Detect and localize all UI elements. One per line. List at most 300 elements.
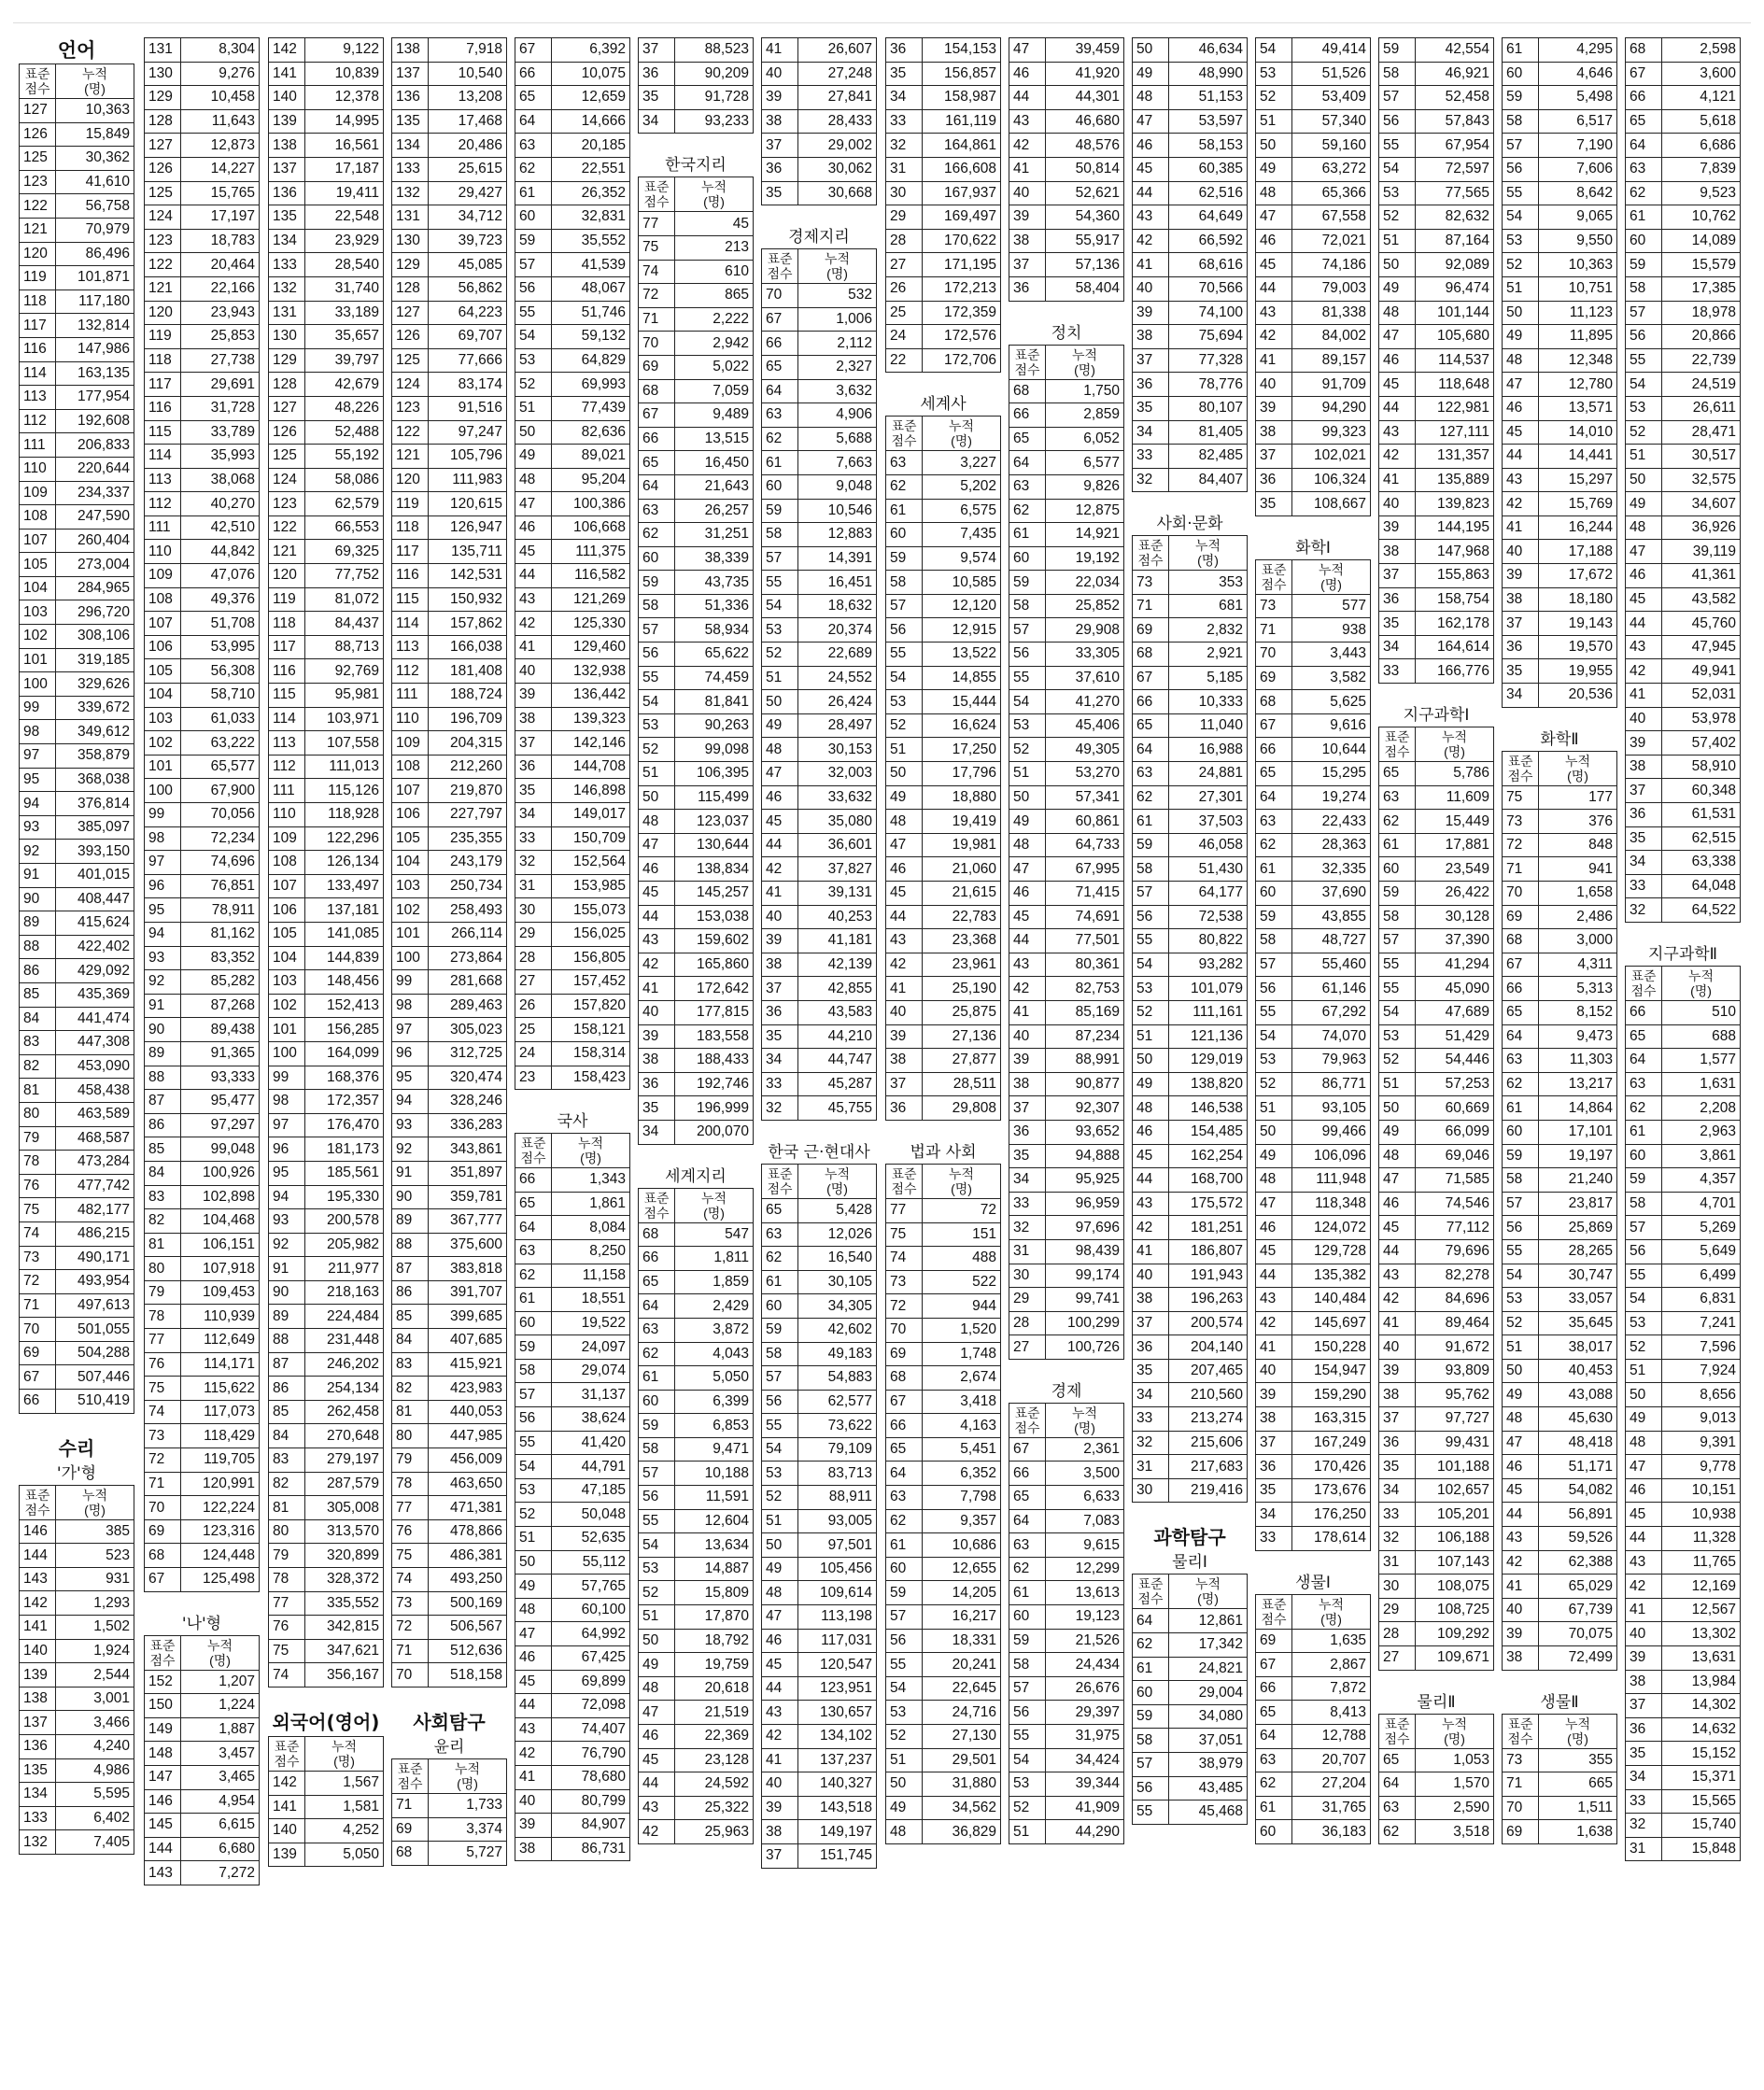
table-row <box>515 635 630 659</box>
standard-score: 108 <box>145 587 181 612</box>
standard-score: 63 <box>1379 785 1416 810</box>
header-score: 표준 점수 <box>886 417 923 451</box>
table-row <box>20 1591 134 1616</box>
table-row <box>269 803 384 827</box>
header-cum: 누적 (명) <box>798 1164 877 1198</box>
table-row <box>515 826 630 851</box>
standard-score: 55 <box>762 571 798 595</box>
standard-score: 53 <box>1009 1772 1046 1797</box>
cumulative-count: 493,250 <box>429 1568 507 1592</box>
standard-score: 36 <box>515 755 552 779</box>
table-row <box>515 659 630 684</box>
standard-score: 130 <box>269 325 305 349</box>
standard-score: 52 <box>1133 1000 1169 1024</box>
cumulative-count: 281,668 <box>429 970 507 995</box>
standard-score: 22 <box>886 348 923 373</box>
table-row <box>392 38 507 63</box>
table-row <box>1009 1629 1124 1653</box>
standard-score: 45 <box>1256 1239 1292 1264</box>
cumulative-count: 47,076 <box>181 564 260 588</box>
cumulative-count: 1,750 <box>1046 379 1124 403</box>
cumulative-count: 4,121 <box>1662 86 1741 110</box>
table-row <box>1626 1670 1741 1694</box>
standard-score: 44 <box>1503 1503 1539 1527</box>
cumulative-count: 329,626 <box>56 672 134 697</box>
table-row <box>1009 1676 1124 1701</box>
standard-score: 46 <box>1503 396 1539 420</box>
table-row <box>145 1742 260 1766</box>
standard-score: 124 <box>145 205 181 230</box>
standard-score: 36 <box>1379 1431 1416 1455</box>
table-row <box>1133 977 1248 1001</box>
table-row <box>639 882 754 906</box>
standard-score: 99 <box>269 1066 305 1090</box>
cumulative-count: 99,098 <box>675 738 754 762</box>
cumulative-count: 213,274 <box>1169 1407 1248 1432</box>
header-cum: 누적 (명) <box>1169 536 1248 571</box>
cumulative-count: 447,985 <box>429 1424 507 1448</box>
standard-score: 54 <box>762 594 798 618</box>
table-row <box>1503 1431 1617 1455</box>
score-block <box>144 37 260 1592</box>
standard-score: 44 <box>1009 929 1046 953</box>
table-row <box>515 1264 630 1288</box>
cumulative-count: 224,484 <box>305 1305 384 1329</box>
standard-score: 28 <box>1009 1311 1046 1335</box>
score-table <box>268 37 384 1688</box>
header-score: 표준 점수 <box>762 1164 798 1198</box>
standard-score: 42 <box>639 1820 675 1844</box>
header-score: 표준 점수 <box>392 1758 429 1793</box>
cumulative-count: 71,585 <box>1416 1168 1494 1193</box>
table-row <box>762 523 877 547</box>
standard-score: 128 <box>269 373 305 397</box>
cumulative-count: 10,458 <box>181 86 260 110</box>
cumulative-count: 4,252 <box>305 1819 384 1843</box>
cumulative-count: 3,582 <box>1292 666 1371 690</box>
table-row <box>886 1072 1001 1096</box>
column-2 <box>144 37 260 1906</box>
standard-score: 64 <box>1503 1024 1539 1049</box>
table-row <box>145 1400 260 1424</box>
standard-score: 45 <box>639 1748 675 1772</box>
cumulative-count: 82,636 <box>552 420 630 445</box>
standard-score: 49 <box>1133 62 1169 86</box>
cumulative-count: 15,152 <box>1662 1742 1741 1766</box>
column-11 <box>1255 37 1371 1865</box>
cumulative-count: 106,096 <box>1292 1144 1371 1168</box>
standard-score: 76 <box>269 1616 305 1640</box>
table-row <box>392 1257 507 1281</box>
table-row <box>20 361 134 386</box>
standard-score: 44 <box>1256 1264 1292 1288</box>
standard-score: 98 <box>145 826 181 851</box>
table-row <box>392 994 507 1018</box>
standard-score: 66 <box>1503 977 1539 1001</box>
cumulative-count: 262,458 <box>305 1400 384 1424</box>
cumulative-count: 44,290 <box>1046 1820 1124 1844</box>
cumulative-count: 13,631 <box>1662 1646 1741 1671</box>
cumulative-count: 48,418 <box>1539 1431 1617 1455</box>
table-row <box>1503 1264 1617 1288</box>
score-block <box>1502 728 1617 1671</box>
cumulative-count: 45,090 <box>1416 977 1494 1001</box>
standard-score: 120 <box>20 242 56 266</box>
cumulative-count: 45,287 <box>798 1072 877 1096</box>
table-row <box>20 1365 134 1390</box>
standard-score: 42 <box>762 857 798 882</box>
standard-score: 91 <box>392 1161 429 1185</box>
cumulative-count: 58,153 <box>1169 134 1248 158</box>
table-row <box>1626 1239 1741 1264</box>
table-header-row <box>1256 1594 1371 1629</box>
cumulative-count: 168,700 <box>1169 1168 1248 1193</box>
table-row <box>20 1246 134 1270</box>
cumulative-count: 89,464 <box>1416 1311 1494 1335</box>
table-row <box>1626 1264 1741 1288</box>
column-1 <box>19 37 134 1875</box>
table-header-row <box>20 64 134 99</box>
table-row <box>1133 1072 1248 1096</box>
score-block <box>885 393 1001 1121</box>
standard-score: 75 <box>269 1639 305 1663</box>
score-table <box>1378 1714 1494 1844</box>
standard-score: 69 <box>392 1817 429 1842</box>
table-row <box>1626 1096 1741 1121</box>
cumulative-count: 21,240 <box>1539 1168 1617 1193</box>
table-row <box>886 1049 1001 1073</box>
standard-score: 55 <box>1379 134 1416 158</box>
table-row <box>269 659 384 684</box>
cumulative-count: 132,814 <box>56 314 134 338</box>
standard-score: 118 <box>269 612 305 636</box>
cumulative-count: 19,274 <box>1292 785 1371 810</box>
standard-score: 126 <box>269 420 305 445</box>
table-row <box>1256 618 1371 643</box>
standard-score: 55 <box>1626 1264 1662 1288</box>
cumulative-count: 9,489 <box>675 403 754 428</box>
cumulative-count: 58,910 <box>1662 755 1741 779</box>
table-row <box>1626 1311 1741 1335</box>
table-row <box>269 994 384 1018</box>
standard-score: 81 <box>145 1233 181 1257</box>
header-score: 표준 점수 <box>1379 727 1416 762</box>
table-row <box>1009 666 1124 690</box>
table-row <box>886 1701 1001 1725</box>
standard-score: 89 <box>145 1041 181 1066</box>
table-row <box>762 1024 877 1049</box>
cumulative-count: 143,518 <box>798 1796 877 1820</box>
cumulative-count: 25,963 <box>675 1820 754 1844</box>
score-block <box>268 1708 384 1867</box>
header-cum: 누적 (명) <box>1292 559 1371 594</box>
standard-score: 44 <box>762 1676 798 1701</box>
cumulative-count: 2,222 <box>675 307 754 332</box>
standard-score: 55 <box>1256 1000 1292 1024</box>
cumulative-count: 486,381 <box>429 1544 507 1568</box>
cumulative-count: 18,331 <box>923 1629 1001 1653</box>
cumulative-count: 200,070 <box>675 1120 754 1144</box>
standard-score: 27 <box>1009 1335 1046 1360</box>
table-row <box>20 625 134 649</box>
cumulative-count: 117,073 <box>181 1400 260 1424</box>
standard-score: 67 <box>1626 62 1662 86</box>
cumulative-count: 100,299 <box>1046 1311 1124 1335</box>
cumulative-count: 17,672 <box>1539 564 1617 588</box>
table-row <box>392 1400 507 1424</box>
standard-score: 39 <box>1256 396 1292 420</box>
cumulative-count: 106,668 <box>552 515 630 540</box>
table-row <box>1009 1486 1124 1510</box>
standard-score: 56 <box>1256 977 1292 1001</box>
standard-score: 71 <box>20 1293 56 1318</box>
cumulative-count: 359,781 <box>429 1185 507 1209</box>
standard-score: 116 <box>145 396 181 420</box>
header-cum: 누적 (명) <box>1046 1403 1124 1437</box>
table-row <box>762 882 877 906</box>
cumulative-count: 9,473 <box>1539 1024 1617 1049</box>
standard-score: 66 <box>20 1390 56 1414</box>
header-score: 표준 점수 <box>1009 345 1046 379</box>
cumulative-count: 181,173 <box>305 1137 384 1162</box>
cumulative-count: 6,831 <box>1662 1288 1741 1312</box>
standard-score: 58 <box>1379 905 1416 929</box>
table-row <box>886 1318 1001 1342</box>
cumulative-count: 72,499 <box>1539 1646 1617 1671</box>
standard-score: 94 <box>392 1090 429 1114</box>
cumulative-count: 36,829 <box>923 1820 1001 1844</box>
standard-score: 42 <box>1503 492 1539 516</box>
standard-score: 64 <box>639 474 675 499</box>
standard-score: 110 <box>145 540 181 564</box>
cumulative-count: 47,689 <box>1416 1000 1494 1024</box>
table-row <box>145 325 260 349</box>
header-score: 표준 점수 <box>515 1134 552 1168</box>
cumulative-count: 41,909 <box>1046 1796 1124 1820</box>
cumulative-count: 6,577 <box>1046 451 1124 475</box>
cumulative-count: 313,570 <box>305 1519 384 1544</box>
standard-score: 32 <box>1379 1527 1416 1551</box>
cumulative-count: 28,540 <box>305 253 384 277</box>
standard-score: 81 <box>269 1496 305 1520</box>
table-row <box>1379 1383 1494 1407</box>
standard-score: 53 <box>1626 396 1662 420</box>
standard-score: 51 <box>639 1605 675 1630</box>
table-row <box>1503 62 1617 86</box>
table-row <box>1503 1748 1617 1772</box>
cumulative-count: 52,458 <box>1416 86 1494 110</box>
table-row <box>1503 420 1617 445</box>
score-block <box>1009 1380 1124 1844</box>
cumulative-count: 38,339 <box>675 546 754 571</box>
standard-score: 51 <box>1009 1820 1046 1844</box>
standard-score: 102 <box>20 625 56 649</box>
cumulative-count: 247,590 <box>56 505 134 530</box>
cumulative-count: 25,852 <box>1046 594 1124 618</box>
standard-score: 52 <box>639 738 675 762</box>
table-row <box>515 1455 630 1479</box>
standard-score: 68 <box>1626 38 1662 63</box>
cumulative-count: 167,249 <box>1292 1431 1371 1455</box>
table-row <box>1256 1653 1371 1677</box>
standard-score: 123 <box>20 170 56 194</box>
table-row <box>639 1701 754 1725</box>
table-row <box>639 1676 754 1701</box>
cumulative-count: 62,388 <box>1539 1550 1617 1575</box>
table-row <box>20 122 134 147</box>
table-row <box>886 1270 1001 1294</box>
table-row <box>1009 1000 1124 1024</box>
table-header-row <box>515 1134 630 1168</box>
table-row <box>1256 1049 1371 1073</box>
standard-score: 45 <box>762 810 798 834</box>
cumulative-count: 83,174 <box>429 373 507 397</box>
standard-score: 35 <box>1133 396 1169 420</box>
cumulative-count: 3,443 <box>1292 643 1371 667</box>
cumulative-count: 1,520 <box>923 1318 1001 1342</box>
table-row <box>1503 253 1617 277</box>
cumulative-count: 9,013 <box>1662 1407 1741 1432</box>
cumulative-count: 532 <box>798 284 877 308</box>
table-row <box>20 792 134 816</box>
standard-score: 57 <box>1626 1216 1662 1240</box>
header-score: 표준 점수 <box>20 64 56 99</box>
standard-score: 39 <box>639 1024 675 1049</box>
table-row <box>886 1486 1001 1510</box>
table-row <box>145 62 260 86</box>
cumulative-count: 37,690 <box>1292 882 1371 906</box>
standard-score: 47 <box>762 1605 798 1630</box>
table-row <box>269 755 384 779</box>
standard-score: 67 <box>145 1568 181 1592</box>
standard-score: 60 <box>639 546 675 571</box>
standard-score: 46 <box>639 857 675 882</box>
cumulative-count: 41,420 <box>552 1431 630 1455</box>
table-row <box>1379 1000 1494 1024</box>
table-row <box>886 643 1001 667</box>
standard-score: 38 <box>762 109 798 134</box>
table-row <box>1009 62 1124 86</box>
cumulative-count: 30,668 <box>798 181 877 205</box>
table-row <box>145 587 260 612</box>
standard-score: 39 <box>886 1024 923 1049</box>
table-row <box>1503 348 1617 373</box>
table-row <box>20 337 134 361</box>
table-row <box>1256 1820 1371 1844</box>
cumulative-count: 60,348 <box>1662 779 1741 803</box>
standard-score: 119 <box>145 325 181 349</box>
cumulative-count: 30,128 <box>1416 905 1494 929</box>
standard-score: 58 <box>1626 1192 1662 1216</box>
cumulative-count: 14,227 <box>181 157 260 181</box>
cumulative-count: 9,391 <box>1662 1431 1741 1455</box>
cumulative-count: 72 <box>923 1198 1001 1222</box>
standard-score: 44 <box>639 1772 675 1797</box>
cumulative-count: 10,188 <box>675 1462 754 1486</box>
cumulative-count: 48,990 <box>1169 62 1248 86</box>
standard-score: 75 <box>145 1377 181 1401</box>
cumulative-count: 30,362 <box>56 147 134 171</box>
table-row <box>1133 38 1248 63</box>
standard-score: 63 <box>515 1239 552 1264</box>
cumulative-count: 153,985 <box>552 874 630 898</box>
table-header-row <box>1626 966 1741 1000</box>
standard-score: 108 <box>269 851 305 875</box>
standard-score: 68 <box>1133 643 1169 667</box>
cumulative-count: 145,257 <box>675 882 754 906</box>
score-table <box>19 64 134 1414</box>
standard-score: 57 <box>886 594 923 618</box>
table-row <box>886 499 1001 523</box>
cumulative-count: 463,650 <box>429 1472 507 1496</box>
standard-score: 94 <box>269 1185 305 1209</box>
table-row <box>1133 1096 1248 1121</box>
standard-score: 110 <box>20 457 56 481</box>
standard-score: 67 <box>886 1390 923 1414</box>
score-table <box>391 37 507 1688</box>
cumulative-count: 25,869 <box>1539 1216 1617 1240</box>
table-row <box>269 1352 384 1377</box>
standard-score: 61 <box>1379 833 1416 857</box>
table-row <box>762 1390 877 1414</box>
cumulative-count: 305,023 <box>429 1018 507 1042</box>
cumulative-count: 9,550 <box>1539 229 1617 253</box>
cumulative-count: 219,416 <box>1169 1478 1248 1503</box>
cumulative-count: 9,523 <box>1662 181 1741 205</box>
table-row <box>886 882 1001 906</box>
score-table <box>1255 37 1371 516</box>
table-row <box>269 1819 384 1843</box>
cumulative-count: 328,246 <box>429 1090 507 1114</box>
standard-score: 30 <box>1133 1478 1169 1503</box>
table-row <box>1626 898 1741 923</box>
cumulative-count: 5,202 <box>923 474 1001 499</box>
table-row <box>269 301 384 325</box>
cumulative-count: 17,385 <box>1662 276 1741 301</box>
cumulative-count: 385,097 <box>56 815 134 840</box>
cumulative-count: 138,834 <box>675 857 754 882</box>
standard-score: 61 <box>639 1366 675 1391</box>
cumulative-count: 5,727 <box>429 1842 507 1866</box>
score-table <box>1378 727 1494 1671</box>
table-row <box>145 755 260 779</box>
table-row <box>886 1725 1001 1749</box>
subject-subtitle: 화학Ⅰ <box>1295 538 1331 558</box>
cumulative-count: 154,153 <box>923 38 1001 63</box>
standard-score: 66 <box>1009 403 1046 428</box>
cumulative-count: 67,739 <box>1539 1598 1617 1622</box>
cumulative-count: 107,558 <box>305 731 384 756</box>
table-row <box>515 1550 630 1575</box>
table-row <box>1379 229 1494 253</box>
table-row <box>1379 1072 1494 1096</box>
table-row <box>269 1209 384 1234</box>
standard-score: 122 <box>20 194 56 219</box>
table-row <box>886 1533 1001 1558</box>
cumulative-count: 78,911 <box>181 898 260 923</box>
table-row <box>269 1233 384 1257</box>
table-row <box>886 618 1001 643</box>
table-header-row <box>762 1164 877 1198</box>
cumulative-count: 87,234 <box>1046 1024 1124 1049</box>
score-table <box>638 177 754 1144</box>
cumulative-count: 162,178 <box>1416 612 1494 636</box>
cumulative-count: 5,050 <box>305 1843 384 1867</box>
cumulative-count: 72,234 <box>181 826 260 851</box>
cumulative-count: 497,613 <box>56 1293 134 1318</box>
score-block <box>1625 37 1741 923</box>
table-row <box>1379 1748 1494 1772</box>
